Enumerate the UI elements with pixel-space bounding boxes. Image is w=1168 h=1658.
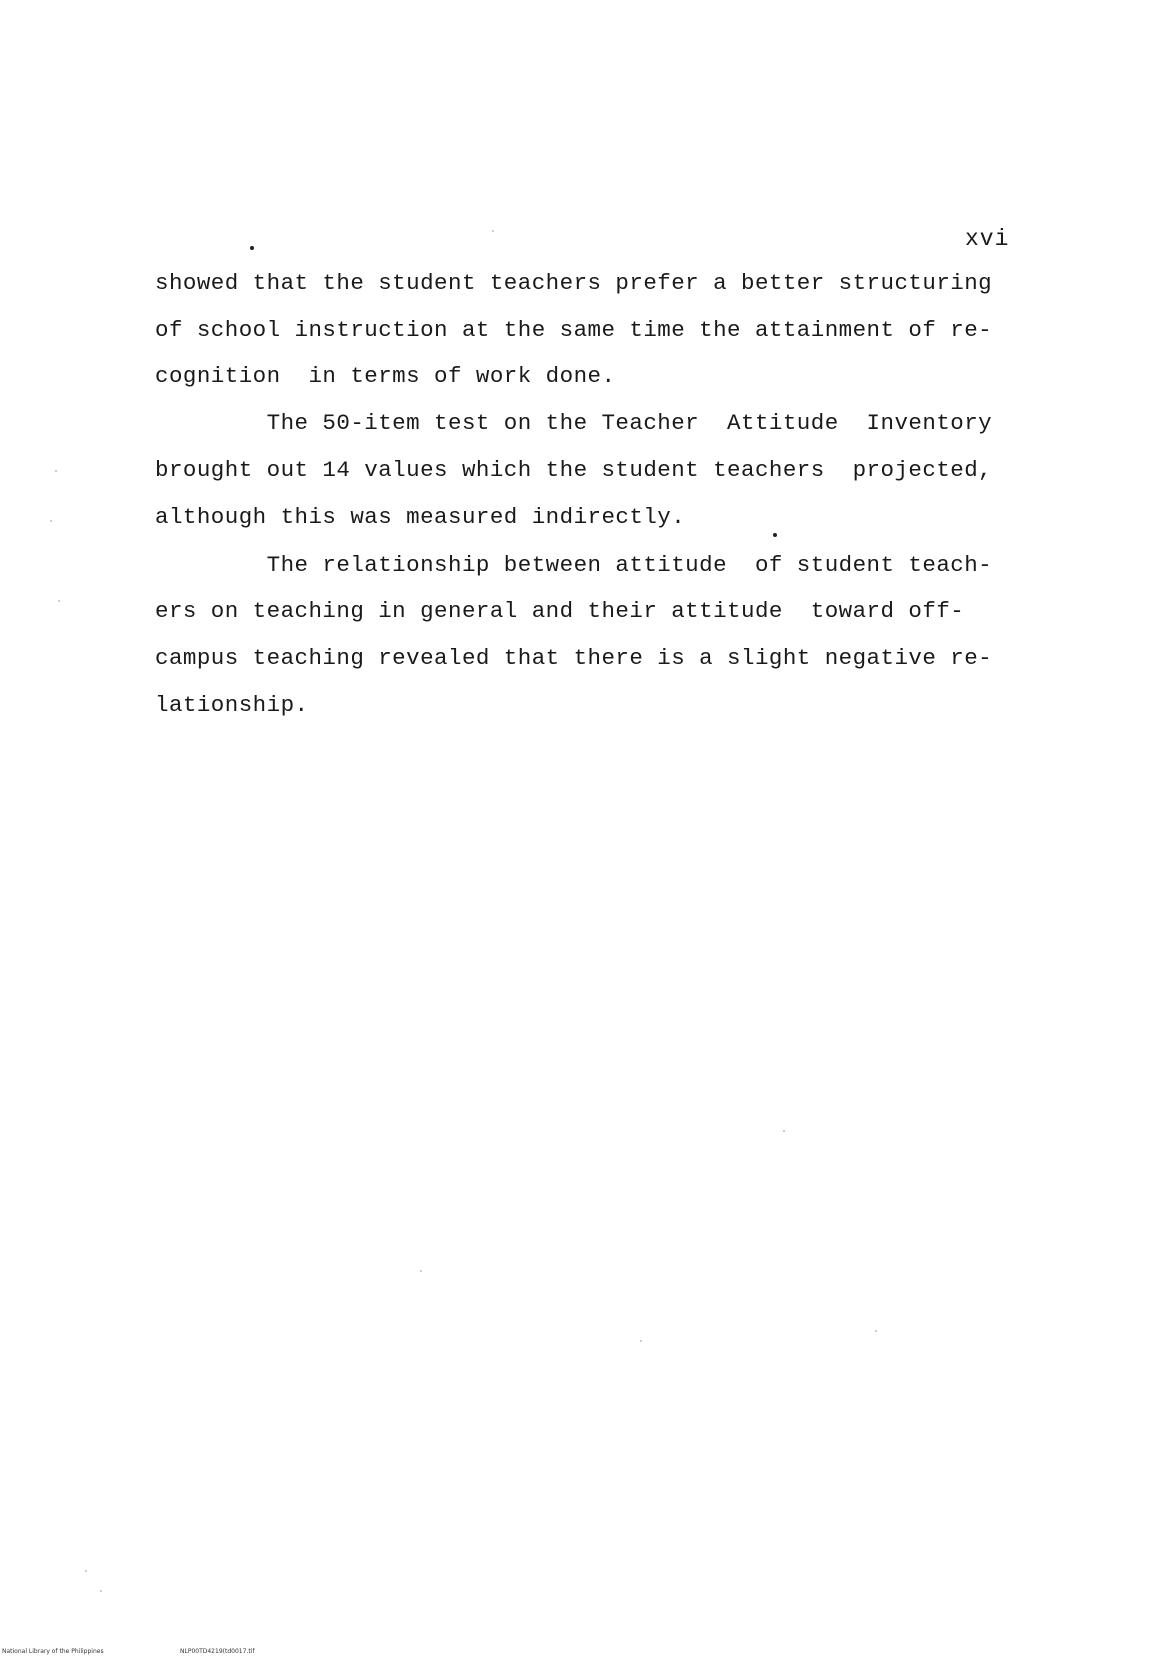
body-text-line: The relationship between attitude of student teach- [155,552,993,578]
body-text-line: of school instruction at the same time the attainment of re- [155,317,993,343]
scan-speck [492,230,494,232]
scan-speck [420,1270,422,1272]
body-text-line: ers on teaching in general and their attitude toward off- [155,598,965,624]
footer-file-id: NLP00TD4219(td0017.tif [180,1648,255,1655]
body-text-line: although this was measured indirectly. [155,504,686,530]
scan-speck [55,470,57,472]
body-text-line: cognition in terms of work done. [155,363,616,389]
scan-speck [875,1330,877,1332]
scan-speck [50,520,52,522]
scan-speck [58,600,60,602]
body-text-line: The 50-item test on the Teacher Attitude Inventory [155,410,993,436]
scan-speck [640,1340,642,1342]
scan-speck [100,1590,102,1592]
body-text-line: showed that the student teachers prefer a better structuring [155,270,993,296]
body-text-line: lationship. [155,692,309,718]
body-text-line: brought out 14 values which the student teachers projected, [155,457,993,483]
stray-dot-mark [250,246,254,250]
page-number: xvi [965,226,1010,252]
body-text-line: campus teaching revealed that there is a slight negative re- [155,645,993,671]
scan-speck [85,1570,87,1572]
stray-dot-mark [773,533,777,537]
footer-library-credit: National Library of the Philippines [2,1648,104,1655]
scan-speck [783,1130,785,1132]
